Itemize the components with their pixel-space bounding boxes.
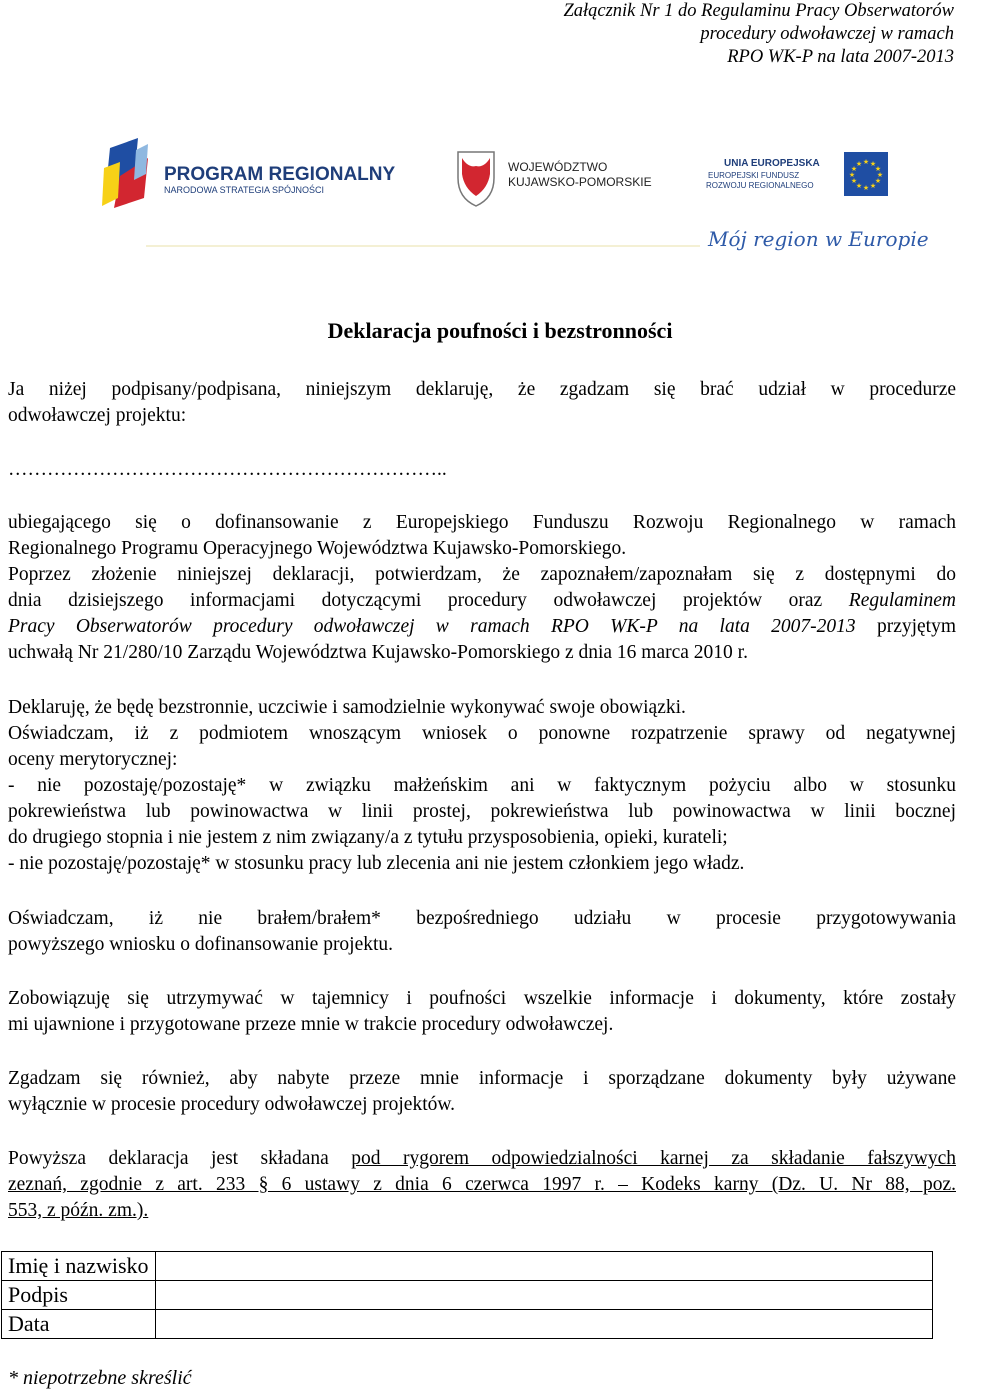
svg-text:★: ★ xyxy=(855,182,863,190)
text-line: Oświadczam, iż z podmiotem wnoszącym wniosek o ponowne rozpatrzenie sprawy od negatywnej xyxy=(8,723,956,744)
paragraph-1 xyxy=(8,377,956,429)
program-title: PROGRAM REGIONALNY xyxy=(164,164,396,185)
attachment-header xyxy=(563,0,954,69)
text-line: Deklaruję, że będę bezstronnie, uczciwie i samodzielnie wykonywać swoje obowiązki. xyxy=(8,697,686,718)
signature-table xyxy=(1,1251,933,1339)
text-line: odwoławczej projektu: xyxy=(8,405,187,426)
text-line: powyższego wniosku o dofinansowanie projektu. xyxy=(8,934,394,955)
paragraph-2 xyxy=(8,510,956,666)
text-line: Zobowiązuję się utrzymywać w tajemnicy i poufności wszelkie informacje i dokumenty, które zostały xyxy=(8,988,956,1009)
eu-line-2: EUROPEJSKI FUNDUSZ xyxy=(708,171,800,180)
text-line: Zgadzam się również, aby nabyte przeze mnie informacje i sporządzane dokumenty były używane xyxy=(8,1068,956,1089)
page-title: Deklaracja poufności i bezstronności xyxy=(327,318,673,343)
text-line: Regionalnego Programu Operacyjnego Województwa Kujawsko-Pomorskiego. xyxy=(8,538,627,559)
program-subtitle: NARODOWA STRATEGIA SPÓJNOŚCI xyxy=(164,185,325,195)
eu-logo xyxy=(706,152,888,196)
header-line-1: Załącznik Nr 1 do Regulaminu Pracy Obserwatorów xyxy=(563,1,954,21)
dotted-line xyxy=(8,457,956,483)
footnote: * niepotrzebne skreślić xyxy=(8,1367,192,1389)
text-line: oceny merytorycznej: xyxy=(8,749,178,770)
name-label: Imię i nazwisko xyxy=(2,1252,156,1281)
regulation-title: Pracy Obserwatorów procedury odwoławczej w ramach RPO WK-P na lata 2007-2013 xyxy=(8,616,856,637)
text-span: dnia dzisiejszego informacjami dotyczącymi procedury odwoławczej projektów oraz xyxy=(8,590,823,611)
text-line xyxy=(8,614,956,640)
signature-label: Podpis xyxy=(2,1281,156,1310)
svg-text:★: ★ xyxy=(869,160,877,168)
text-line xyxy=(8,1146,956,1172)
text-line: mi ujawnione i przygotowane przeze mnie w trakcie procedury odwoławczej. xyxy=(8,1014,614,1035)
header-line-3: RPO WK-P na lata 2007-2013 xyxy=(727,47,954,67)
logo-bar xyxy=(100,128,929,268)
svg-text:★: ★ xyxy=(850,177,858,185)
svg-text:★: ★ xyxy=(876,171,884,179)
program-regionalny-logo xyxy=(102,138,396,208)
signature-field[interactable] xyxy=(155,1281,932,1310)
text-span: Powyższa deklaracja jest składana xyxy=(8,1148,329,1169)
text-line: uchwałą Nr 21/280/10 Zarządu Województwa Kujawsko-Pomorskiego z dnia 16 marca 2010 r. xyxy=(8,642,748,663)
date-field[interactable] xyxy=(155,1310,932,1339)
svg-text:★: ★ xyxy=(862,184,870,192)
text-line: - nie pozostaję/pozostaję* w związku małżeńskim ani w faktycznym pożyciu albo w stosunku xyxy=(8,775,956,796)
table-row xyxy=(2,1281,933,1310)
legal-clause: pod rygorem odpowiedzialności karnej za składanie fałszywych xyxy=(351,1148,957,1169)
eu-line-1: UNIA EUROPEJSKA xyxy=(724,158,820,169)
svg-text:★: ★ xyxy=(862,158,870,166)
table-row xyxy=(2,1252,933,1281)
svg-text:★: ★ xyxy=(855,160,863,168)
wojewodztwo-logo xyxy=(458,152,652,206)
text-line: pokrewieństwa lub powinowactwa w linii prostej, pokrewieństwa lub powinowactwa w linii bocznej xyxy=(8,801,956,822)
eu-line-3: ROZWOJU REGIONALNEGO xyxy=(706,181,814,190)
paragraph-6 xyxy=(8,906,956,958)
svg-text:★: ★ xyxy=(848,171,856,179)
date-label: Data xyxy=(2,1310,156,1339)
text-line: Poprzez złożenie niniejszej deklaracji, potwierdzam, że zapoznałem/zapoznałam się z dostępnymi do xyxy=(8,564,956,585)
text-line: ubiegającego się o dofinansowanie z Europejskiego Funduszu Rozwoju Regionalnego w ramach xyxy=(8,512,956,533)
svg-text:★: ★ xyxy=(850,165,858,173)
paragraph-7 xyxy=(8,986,956,1038)
svg-text:★: ★ xyxy=(874,177,882,185)
table-row xyxy=(2,1310,933,1339)
text-line: wyłącznie w procesie procedury odwoławczej projektów. xyxy=(8,1094,456,1115)
name-field[interactable] xyxy=(155,1252,932,1281)
legal-clause: zeznań, zgodnie z art. 233 § 6 ustawy z dnia 6 czerwca 1997 r. – Kodeks karny (Dz. U. Nr 88, poz. xyxy=(8,1174,956,1195)
paragraph-9 xyxy=(8,1146,956,1224)
text-line: - nie pozostaję/pozostaję* w stosunku pracy lub zlecenia ani nie jestem członkiem jego władz. xyxy=(8,853,745,874)
header-line-2: procedury odwoławczej w ramach xyxy=(700,24,954,44)
project-name-blank: ………………………………………………………….. xyxy=(8,459,447,480)
svg-text:★: ★ xyxy=(874,165,882,173)
text-line: do drugiego stopnia i nie jestem z nim związany/a z tytułu przysposobienia, opieki, kurateli; xyxy=(8,827,728,848)
woj-line-2: KUJAWSKO-POMORSKIE xyxy=(508,175,652,189)
svg-text:★: ★ xyxy=(869,182,877,190)
text-line: Ja niżej podpisany/podpisana, niniejszym deklaruję, że zgadzam się brać udział w procedurze xyxy=(8,379,956,400)
paragraph-4 xyxy=(8,695,956,877)
text-span: przyjętym xyxy=(876,616,957,637)
text-line xyxy=(8,588,956,614)
text-line: Oświadczam, iż nie brałem/brałem* bezpośredniego udziału w procesie przygotowywania xyxy=(8,908,956,929)
woj-line-1: WOJEWÓDZTWO xyxy=(508,160,608,174)
paragraph-8 xyxy=(8,1066,956,1118)
slogan: Mój region w Europie xyxy=(708,227,929,251)
regulation-title: Regulaminem xyxy=(848,590,957,611)
legal-clause: 553, z późn. zm.). xyxy=(8,1200,149,1221)
